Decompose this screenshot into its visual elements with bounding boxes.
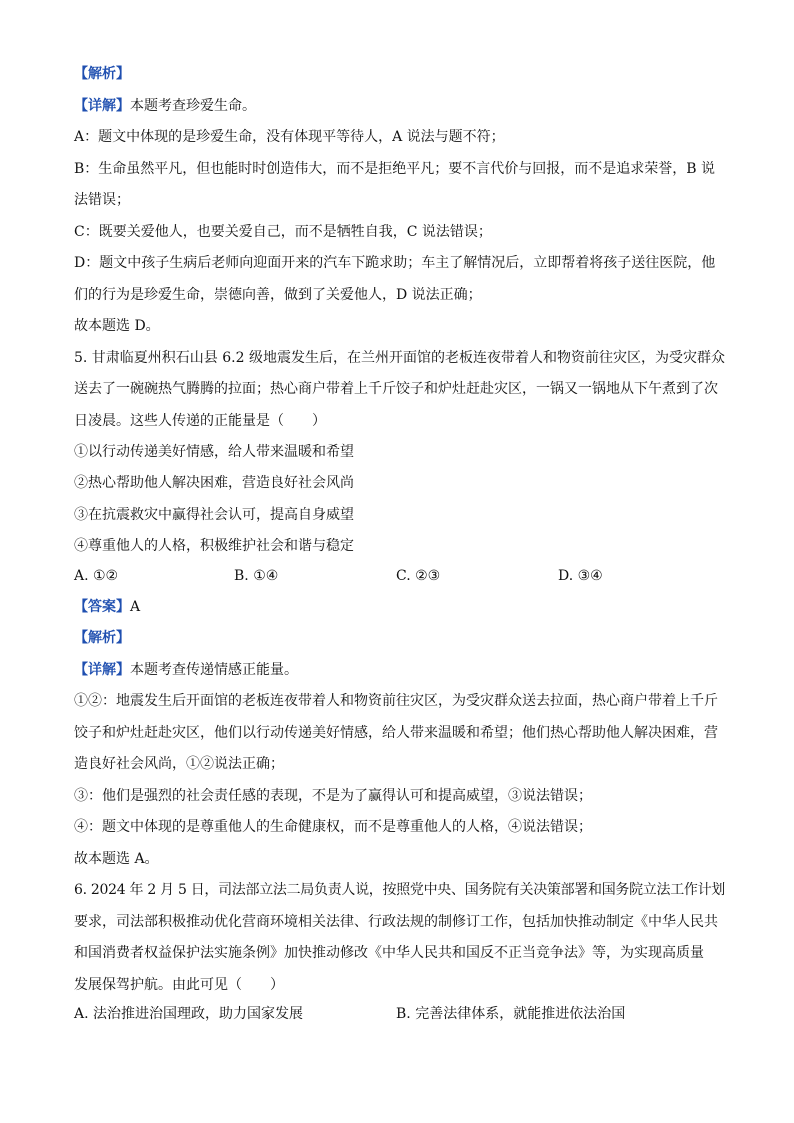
q5-answer-value: A <box>130 599 141 615</box>
q5-answer-tag: 【答案】 <box>74 599 130 615</box>
q4-option-c-explanation: C：既要关爱他人，也要关爱自己，而不是牺牲自我，C 说法错误； <box>74 224 492 240</box>
q6-option-b: B. 完善法律体系，就能推进依法治国 <box>396 1006 626 1022</box>
q5-detail-line <box>74 660 726 680</box>
q6-stem-line1: 6. 2024 年 2 月 5 日，司法部立法二局负责人说，按照党中央、国务院有关决策部署和国务院立法工作计划 <box>74 882 726 898</box>
q4-detail-tag: 【详解】 <box>74 98 130 114</box>
q5-statement-2: ②热心帮助他人解决困难，营造良好社会风尚 <box>74 475 354 491</box>
q5-statement-3: ③在抗震救灾中赢得社会认可，提高自身威望 <box>74 507 354 523</box>
q5-stem-line3: 日凌晨。这些人传递的正能量是（ ） <box>74 413 326 429</box>
q4-option-a-explanation: A：题文中体现的是珍爱生命，没有体现平等待人，A 说法与题不符； <box>74 129 505 145</box>
q5-explanation-12-line2: 饺子和炉灶赶赴灾区，他们以行动传递美好情感，给人带来温暖和希望；他们热心帮助他人解决困难，营 <box>74 725 718 741</box>
q5-statement-4: ④尊重他人的人格，积极维护社会和谐与稳定 <box>74 538 354 554</box>
q5-analysis-heading: 【解析】 <box>74 630 130 646</box>
q5-explanation-4: ④：题文中体现的是尊重他人的生命健康权，而不是尊重他人的人格，④说法错误； <box>74 819 592 835</box>
q5-stem-line1: 5. 甘肃临夏州积石山县 6.2 级地震发生后，在兰州开面馆的老板连夜带着人和物资前往灾区，为受灾群众 <box>74 350 725 366</box>
q5-option-b: B. ①④ <box>234 568 279 584</box>
q5-stem-line2: 送去了一碗碗热气腾腾的拉面；热心商户带着上千斤饺子和炉灶赶赴灾区，一锅又一锅地从下午煮到了次 <box>74 381 718 397</box>
q5-answer-line <box>74 597 726 617</box>
q4-conclusion: 故本题选 D。 <box>74 318 160 334</box>
q5-statement-1: ①以行动传递美好情感，给人带来温暖和希望 <box>74 444 354 460</box>
q5-detail-tag: 【详解】 <box>74 662 130 678</box>
q5-detail-text: 本题考查传递情感正能量。 <box>130 662 298 678</box>
q4-option-b-explanation-line1: B：生命虽然平凡，但也能时时创造伟大，而不是拒绝平凡；要不言代价与回报，而不是追求荣誉，B 说 <box>74 161 716 177</box>
q5-explanation-12-line1: ①②：地震发生后开面馆的老板连夜带着人和物资前往灾区，为受灾群众送去拉面，热心商户带着上千斤 <box>74 693 718 709</box>
q6-stem-line3: 和国消费者权益保护法实施条例》加快推动修改《中华人民共和国反不正当竞争法》等，为实现高质量 <box>74 945 704 961</box>
q4-option-d-explanation-line1: D：题文中孩子生病后老师向迎面开来的汽车下跪求助；车主了解情况后，立即帮着将孩子送往医院，他 <box>74 255 716 271</box>
q5-explanation-3: ③：他们是强烈的社会责任感的表现，不是为了赢得认可和提高威望，③说法错误； <box>74 788 592 804</box>
q4-detail-text: 本题考查珍爱生命。 <box>130 98 256 114</box>
q6-option-a: A. 法治推进治国理政，助力国家发展 <box>74 1006 304 1022</box>
q6-stem-line4: 发展保驾护航。由此可见（ ） <box>74 977 284 993</box>
q5-conclusion: 故本题选 A。 <box>74 851 159 867</box>
q5-option-a: A. ①② <box>74 568 119 584</box>
q4-option-d-explanation-line2: 们的行为是珍爱生命，崇德向善，做到了关爱他人，D 说法正确； <box>74 287 482 303</box>
q5-option-d: D. ③④ <box>558 568 603 584</box>
q5-explanation-12-line3: 造良好社会风尚，①②说法正确； <box>74 756 284 772</box>
q4-detail-line <box>74 96 726 116</box>
q4-analysis-heading: 【解析】 <box>74 66 130 82</box>
q4-option-b-explanation-line2: 法错误； <box>74 192 130 208</box>
q6-stem-line2: 要求，司法部积极推动优化营商环境相关法律、行政法规的制修订工作，包括加快推动制定《中华人民共 <box>74 914 718 930</box>
q5-option-c: C. ②③ <box>396 568 441 584</box>
